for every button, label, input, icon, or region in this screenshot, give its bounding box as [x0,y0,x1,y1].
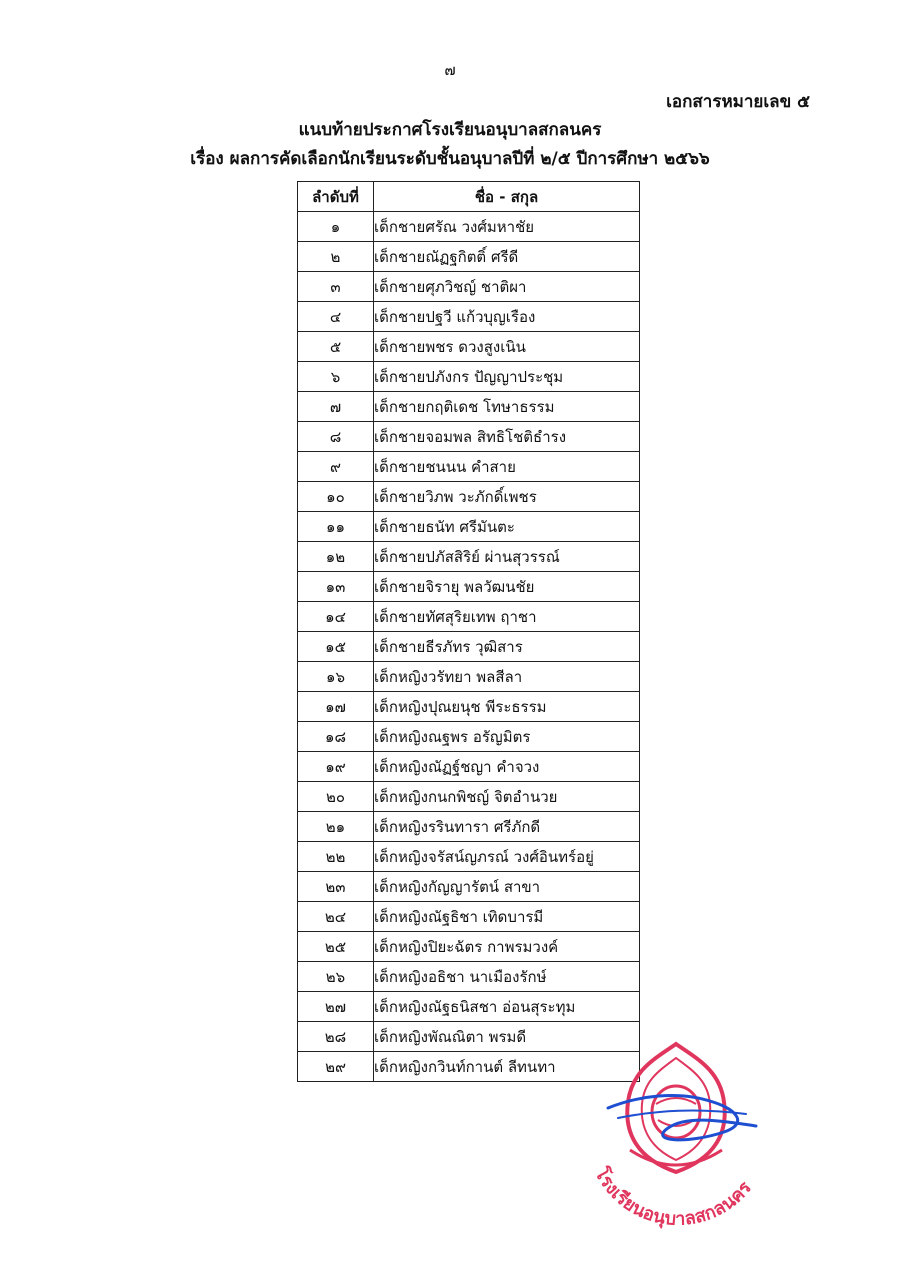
results-table [297,181,640,1082]
row-order: ๒๒ [298,842,374,872]
row-name: เด็กชายปภัสสิริย์ ผ่านสุวรรณ์ [374,542,640,572]
row-name: เด็กหญิงพัณณิตา พรมดี [374,1022,640,1052]
row-order: ๑๒ [298,542,374,572]
signature-underline [618,1111,746,1118]
row-order: ๒๘ [298,1022,374,1052]
row-name: เด็กชายศุภวิชญ์ ชาติผา [374,272,640,302]
row-name: เด็กหญิงอธิชา นาเมืองรักษ์ [374,962,640,992]
row-name: เด็กหญิงวรัทยา พลสีลา [374,662,640,692]
row-order: ๒๑ [298,812,374,842]
announcement-subject: เรื่อง ผลการคัดเลือกนักเรียนระดับชั้นอนุบาลปีที่ ๒/๕ ปีการศึกษา ๒๕๖๖ [190,149,710,169]
table-row [298,302,640,332]
row-name: เด็กชายวิภพ วะภักดิ์เพชร [374,482,640,512]
table-row [298,482,640,512]
row-name: เด็กหญิงณัฐธนิสชา อ่อนสุระทุม [374,992,640,1022]
row-name: เด็กชายปภังกร ปัญญาประชุม [374,362,640,392]
row-name: เด็กหญิงณฐพร อรัญมิตร [374,722,640,752]
row-name: เด็กชายปฐวี แก้วบุญเรือง [374,302,640,332]
table-header-row [298,182,640,212]
row-order: ๕ [298,332,374,362]
row-order: ๑๕ [298,632,374,662]
school-emblem-icon [627,1044,724,1172]
row-order: ๒๕ [298,932,374,962]
row-order: ๒๐ [298,782,374,812]
row-name: เด็กหญิงณัฏฐ์ชญา คำจวง [374,752,640,782]
row-order: ๓ [298,272,374,302]
row-order: ๒๗ [298,992,374,1022]
table-row [298,392,640,422]
stamp-text: โรงเรียนอนุบาลสกลนคร [590,1164,756,1230]
table-row [298,422,640,452]
row-order: ๑๓ [298,572,374,602]
row-name: เด็กหญิงกวินท์กานต์ ลีทนทา [374,1052,640,1082]
row-order: ๑๑ [298,512,374,542]
row-order: ๙ [298,452,374,482]
table-row [298,782,640,812]
row-order: ๔ [298,302,374,332]
table-row [298,632,640,662]
table-row [298,332,640,362]
table-row [298,272,640,302]
table-row [298,962,640,992]
row-order: ๑๖ [298,662,374,692]
row-name: เด็กหญิงปิยะฉัตร กาพรมวงค์ [374,932,640,962]
header-name: ชื่อ - สกุล [374,182,640,212]
row-order: ๖ [298,362,374,392]
table-row [298,242,640,272]
table-row [298,932,640,962]
page-number: ๗ [444,61,456,79]
row-name: เด็กชายจอมพล สิทธิโชติธำรง [374,422,640,452]
table-row [298,212,640,242]
header-order: ลำดับที่ [298,182,374,212]
row-order: ๒๙ [298,1052,374,1082]
row-order: ๑๐ [298,482,374,512]
row-name: เด็กหญิงปุณยนุช พีระธรรม [374,692,640,722]
row-name: เด็กหญิงรรินทารา ศรีภักดี [374,812,640,842]
table-row [298,872,640,902]
row-order: ๑๗ [298,692,374,722]
row-name: เด็กหญิงณัฐธิชา เทิดบารมี [374,902,640,932]
row-name: เด็กชายธนัท ศรีมันตะ [374,512,640,542]
table-row [298,572,640,602]
school-stamp [548,1040,778,1235]
row-order: ๑๘ [298,722,374,752]
table-row [298,722,640,752]
row-order: ๒๓ [298,872,374,902]
table-row [298,602,640,632]
table-row [298,662,640,692]
table-row [298,362,640,392]
table-row [298,992,640,1022]
row-order: ๘ [298,422,374,452]
row-order: ๑๙ [298,752,374,782]
row-name: เด็กชายศรัณ วงศ์มหาชัย [374,212,640,242]
table-row [298,902,640,932]
row-order: ๗ [298,392,374,422]
table-row [298,452,640,482]
row-order: ๑๔ [298,602,374,632]
row-order: ๑ [298,212,374,242]
row-name: เด็กชายกฤติเดช โทษาธรรม [374,392,640,422]
table-row [298,842,640,872]
document-number: เอกสารหมายเลข ๕ [666,92,810,112]
row-name: เด็กชายจิรายุ พลวัฒนชัย [374,572,640,602]
row-name: เด็กหญิงจรัสน์ญภรณ์ วงศ์อินทร์อยู่ [374,842,640,872]
row-name: เด็กชายธีรภัทร วุฒิสาร [374,632,640,662]
row-name: เด็กชายทัศสุริยเทพ ฤาชา [374,602,640,632]
row-order: ๒๖ [298,962,374,992]
table-row [298,812,640,842]
table-row [298,512,640,542]
row-name: เด็กชายชนนน คำสาย [374,452,640,482]
row-name: เด็กชายณัฏฐกิตติ์ ศรีดี [374,242,640,272]
table-row [298,752,640,782]
row-name: เด็กชายพชร ดวงสูงเนิน [374,332,640,362]
announcement-title: แนบท้ายประกาศโรงเรียนอนุบาลสกลนคร [298,120,602,140]
row-name: เด็กหญิงกนกพิชญ์ จิตอำนวย [374,782,640,812]
table-row [298,692,640,722]
table-row [298,542,640,572]
row-order: ๒ [298,242,374,272]
row-order: ๒๔ [298,902,374,932]
row-name: เด็กหญิงกัญญารัตน์ สาขา [374,872,640,902]
